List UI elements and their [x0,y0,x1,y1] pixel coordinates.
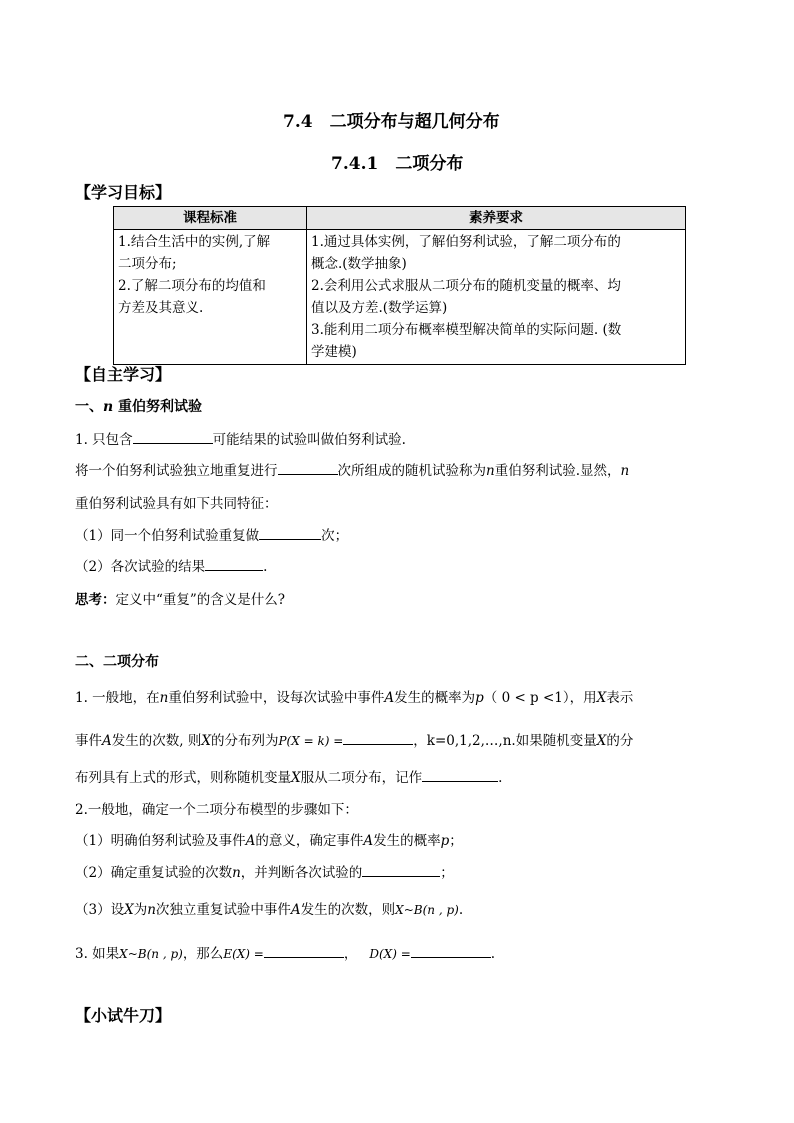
part2-line2 [75,729,633,749]
text: 可能结果的试验叫做伯努利试验. [212,432,406,448]
cell-line: 2.了解二项分布的均值和 [118,278,266,294]
text: 定义中“重复”的含义是什么? [115,592,286,608]
text: ， [343,946,358,962]
var-p: p [475,690,484,706]
text: 将一个伯努利试验独立地重复进行 [75,463,278,479]
text: 表示 [606,690,634,706]
part2-line6 [75,861,454,881]
answer-blank[interactable] [259,525,321,540]
text: ，k=0,1,2,…,n.如果随机变量 [413,733,597,749]
text: 3. 如果 [75,946,120,962]
var-p: p [440,833,450,849]
text: 的分 [606,733,634,749]
text: ，并判断各次试验的 [240,865,363,881]
goals-header-standard: 课程标准 [114,207,307,230]
goals-header-literacy: 素养要求 [307,207,686,230]
var-A: A [245,833,256,849]
text: 服从二项分布，记作 [300,770,423,786]
answer-blank[interactable] [411,943,491,958]
text: 的意义，确定事件 [255,833,364,849]
goals-table [113,206,686,365]
text: 次； [321,528,349,544]
answer-blank[interactable] [133,429,213,444]
part1-heading-rest: 重伯努利试验 [113,399,203,415]
text: （2）各次试验的结果 [75,559,206,575]
part2-heading: 二、二项分布 [75,654,159,670]
cell-line: 2.会利用公式求服从二项分布的随机变量的概率、均 [311,278,621,294]
answer-blank[interactable] [205,556,263,571]
var-n: n [620,463,630,479]
part1-line3: 重伯努利试验具有如下共同特征： [75,496,278,512]
part2-line3 [75,766,502,786]
var-n: n [486,463,495,479]
part1-think [75,588,285,608]
part2-line8 [75,942,495,962]
var-X: X [596,690,607,706]
text: . [498,770,503,786]
cell-line: 学建模) [311,344,357,360]
section-goals: 【学习目标】 [75,183,172,202]
text: . [458,902,464,918]
formula: P(X = k) = [278,734,344,748]
part1-heading-n: n [103,399,114,415]
part1-line4 [75,524,348,544]
answer-blank[interactable] [422,767,498,782]
text: （1）明确伯努利试验及事件 [75,833,246,849]
var-X: X [201,733,211,749]
cell-line: 方差及其意义. [118,300,204,316]
part2-line1 [75,686,633,706]
text: 1. 一般地，在 [75,690,160,706]
text: （3）设 [75,902,125,918]
text: 1. 只包含 [75,432,133,448]
part1-heading [75,396,202,416]
part1-line1 [75,428,406,448]
cell-line: 概念.(数学抽象) [311,256,407,272]
formula: D(X) = [369,947,411,961]
var-A: A [384,690,395,706]
part2-line7 [75,898,463,918]
var-n: n [147,902,156,918]
var-A: A [290,902,301,918]
text: 重伯努利试验中，设每次试验中事件 [168,690,385,706]
text: ； [449,833,463,849]
text: 次独立重复试验中事件 [155,902,291,918]
var-X: X [291,770,301,786]
answer-blank[interactable] [362,862,440,877]
text: 重伯努利试验.显然， [494,463,621,479]
text: . [490,946,496,962]
var-n: n [232,865,241,881]
var-A: A [102,733,112,749]
part1-line2 [75,459,629,479]
answer-blank[interactable] [343,730,413,745]
text: （ 0 < p <1），用 [483,690,597,706]
part1-line5 [75,555,267,575]
text: 发生的概率 [373,833,441,849]
text: 发生的次数, 则 [111,733,202,749]
cell-line: 3.能利用二项分布概率模型解决简单的实际问题. (数 [311,322,622,338]
var-X: X [124,902,134,918]
part1-heading-prefix: 一、 [75,399,103,415]
text: . [263,559,268,575]
formula: X~B(n , p) [119,947,183,961]
part2-line5 [75,829,463,849]
think-label: 思考： [75,592,116,608]
goals-cell-literacy [307,230,686,365]
text: 为 [133,902,148,918]
text: （2）确定重复试验的次数 [75,865,233,881]
text: 布列具有上式的形式，则称随机变量 [75,770,291,786]
text: 发生的次数，则 [300,902,396,918]
section-self-study: 【自主学习】 [75,365,172,384]
page-subtitle: 7.4.1 二项分布 [331,154,464,174]
cell-line: 1.通过具体实例，了解伯努利试验，了解二项分布的 [311,234,621,250]
text: 的分布列为 [210,733,279,749]
goals-cell-standard [114,230,307,365]
text: ； [440,865,454,881]
cell-line: 值以及方差.(数学运算) [311,300,448,316]
var-A: A [363,833,374,849]
var-n: n [159,690,169,706]
text: 次所组成的随机试验称为 [337,463,486,479]
answer-blank[interactable] [264,943,344,958]
text: 事件 [75,733,102,749]
section-try: 【小试牛刀】 [75,1006,172,1025]
page-title: 7.4 二项分布与超几何分布 [283,112,500,132]
text: ，那么 [182,946,224,962]
formula: X~B(n , p) [395,903,459,917]
formula: E(X) = [223,947,264,961]
part2-line4: 2.一般地，确定一个二项分布模型的步骤如下： [75,802,358,818]
var-X: X [596,733,607,749]
text: 发生的概率为 [394,690,476,706]
cell-line: 1.结合生活中的实例,了解 [118,234,271,250]
text: （1）同一个伯努利试验重复做 [75,528,260,544]
cell-line: 二项分布; [118,256,177,272]
answer-blank[interactable] [278,460,338,475]
